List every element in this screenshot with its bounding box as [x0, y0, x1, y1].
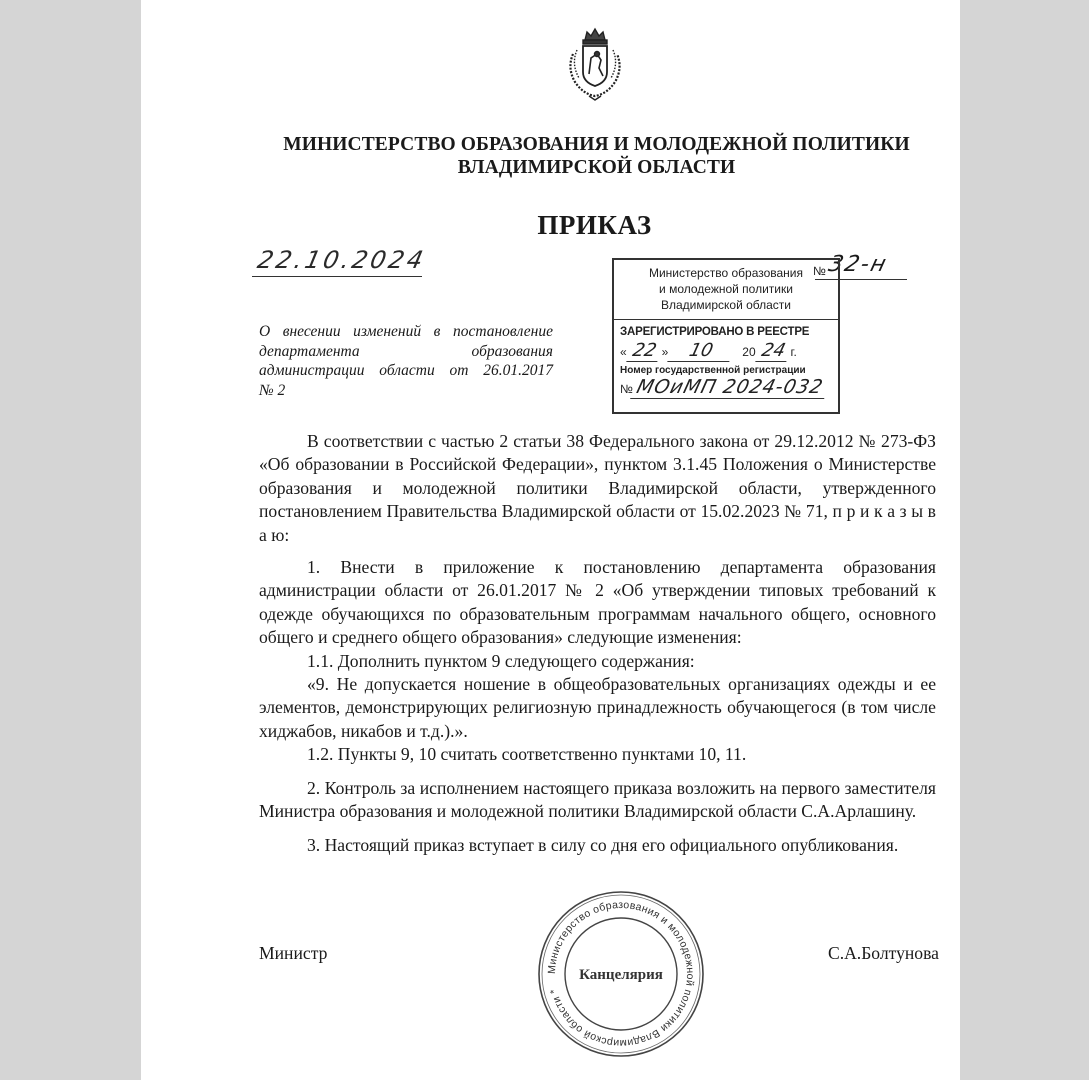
- handwritten-date: 22.10.2024: [255, 246, 429, 274]
- item-1: 1. Внести в приложение к постановлению департамента образования администрации области от 26.01.2017 № 2 «Об утверждении типовых требований к одежде обучающихся по образовательным программам начального общего, основного общего и среднего общего образования» следующие изменения:: [259, 557, 936, 648]
- stamp-date-row: [620, 340, 834, 362]
- item-1-1-quote: «9. Не допускается ношение в общеобразовательных организациях одежды и ее элементов, демонстрирующих религиозную принадлежность обучающегося (в том числе хиджабов, никабов и т.д.).».: [259, 674, 936, 741]
- stamp-year-prefix: 20: [742, 345, 756, 359]
- quote-close: »: [661, 345, 669, 359]
- signatory-name: С.А.Болтунова: [827, 943, 939, 963]
- stamp-number-label: Номер государственной регистрации: [620, 365, 806, 376]
- stamp-registered-label: ЗАРЕГИСТРИРОВАНО В РЕЕСТРЕ: [620, 326, 810, 338]
- stamp-year-unit: г.: [790, 345, 797, 359]
- ministry-name-line2: ВЛАДИМИРСКОЙ ОБЛАСТИ: [457, 157, 736, 178]
- coat-of-arms-icon: [563, 24, 627, 102]
- stamp-org-line1: Министерство образования: [648, 266, 804, 280]
- item-1-1: 1.1. Дополнить пунктом 9 следующего содержания:: [307, 650, 695, 671]
- item-1-2: 1.2. Пункты 9, 10 считать соответственно пунктами 10, 11.: [307, 744, 747, 765]
- order-body: [259, 430, 936, 857]
- chancellery-seal-icon: [533, 886, 709, 1062]
- item-3: 3. Настоящий приказ вступает в силу со дня его официального опубликования.: [307, 834, 899, 855]
- stamp-number-prefix: №: [620, 382, 633, 396]
- stamp-year-suffix: 24: [755, 340, 791, 362]
- order-number-prefix: №: [813, 264, 826, 278]
- preamble: В соответствии с частью 2 статьи 38 Федерального закона от 29.12.2012 № 273-ФЗ «Об образовании в Российской Федерации», пунктом 3.1.45 Положения о Министерстве образования и молодежной политики Владимирской области, утвержденного постановлением Правительства Владимирской области от 15.02.2023 № 71, п р и к а з ы в а ю:: [259, 431, 936, 545]
- seal-center-text: Канцелярия: [579, 967, 663, 983]
- subject-line2: департамента образования: [259, 342, 553, 360]
- item-2: 2. Контроль за исполнением настоящего приказа возложить на первого заместителя Министра образования и молодежной политики Владимирской области С.А.Арлашину.: [259, 777, 936, 822]
- document-title: ПРИКАЗ: [537, 210, 652, 240]
- seal-ring-text: Министерство образования и молодежной политики Владимирской области *: [545, 898, 697, 1050]
- stamp-month: 10: [668, 340, 735, 362]
- stamp-org-line3: Владимирской области: [661, 298, 791, 312]
- stamp-number-row: [620, 376, 834, 399]
- ministry-name-line1: МИНИСТЕРСТВО ОБРАЗОВАНИЯ И МОЛОДЕЖНОЙ ПОЛИТИКИ: [283, 134, 910, 155]
- stamp-registration: [614, 320, 838, 399]
- quote-open: «: [620, 345, 627, 359]
- stamp-org-line2: и молодежной политики: [659, 282, 793, 296]
- stamp-day: 22: [626, 340, 662, 362]
- stamp-organization: [614, 260, 838, 320]
- signatory-title: Министр: [259, 943, 328, 963]
- registration-stamp: [612, 258, 840, 414]
- date-underline: [252, 276, 422, 277]
- order-subject: [259, 322, 553, 400]
- stamp-number-value: МОиМП 2024-032: [630, 376, 830, 399]
- subject-line1: О внесении изменений в постановление: [259, 323, 553, 340]
- subject-line3: администрации области от 26.01.2017: [259, 362, 553, 379]
- order-number-value: 32-н: [825, 252, 891, 277]
- subject-line4: № 2: [259, 381, 286, 399]
